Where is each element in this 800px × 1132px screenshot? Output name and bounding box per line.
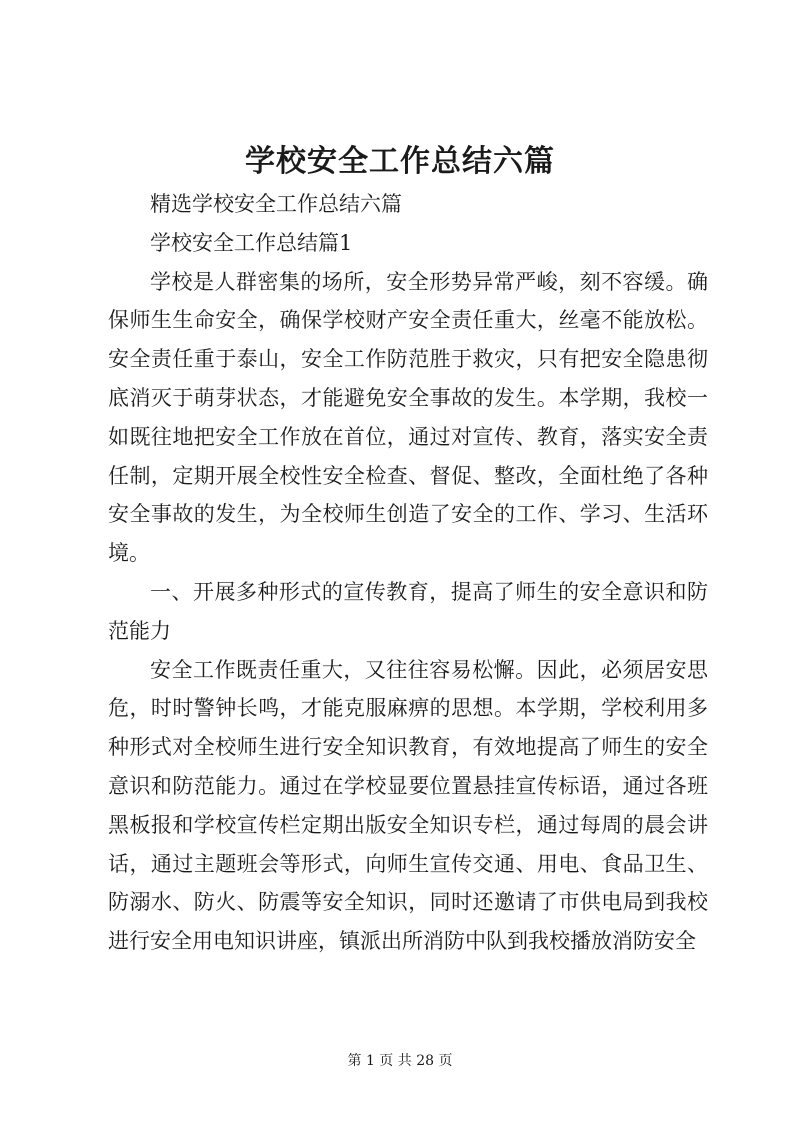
page-number-footer: 第 1 页 共 28 页 — [347, 1053, 453, 1069]
paragraph-subtitle: 精选学校安全工作总结六篇 — [150, 192, 402, 216]
document-title: 学校安全工作总结六篇 — [245, 144, 555, 179]
paragraph-body: 安全工作既责任重大，又往往容易松懈。因此，必须居安思危，时时警钟长鸣，才能克服麻痹的思想。本学期，学校利用多种形式对全校师生进行安全知识教育，有效地提高了师生的安全意识和防范能力。通过在学校显要位置悬挂宣传标语，通过各班黑板报和学校宣传栏定期出版安全知识专栏，通过每周的晨会讲话，通过主题班会等形式，向师生宣传交通、用电、食品卫生、防溺水、防火、防震等安全知识，同时还邀请了市供电局到我校进行安全用电知识讲座，镇派出所消防中队到我校播放消防安全 — [108, 657, 708, 954]
paragraph-intro: 学校是人群密集的场所，安全形势异常严峻，刻不容缓。确保师生生命安全，确保学校财产安全责任重大，丝毫不能放松。安全责任重于泰山，安全工作防范胜于救灾，只有把安全隐患彻底消灭于萌芽状态，才能避免安全事故的发生。本学期，我校一如既往地把安全工作放在首位，通过对宣传、教育，落实安全责任制，定期开展全校性安全检查、督促、整改，全面杜绝了各种安全事故的发生，为全校师生创造了安全的工作、学习、生活环境。 — [108, 269, 708, 566]
document-body — [108, 185, 708, 961]
paragraph-section-heading: 学校安全工作总结篇1 — [150, 230, 353, 255]
paragraph-heading-one: 一、开展多种形式的宣传教育，提高了师生的安全意识和防范能力 — [108, 579, 708, 643]
